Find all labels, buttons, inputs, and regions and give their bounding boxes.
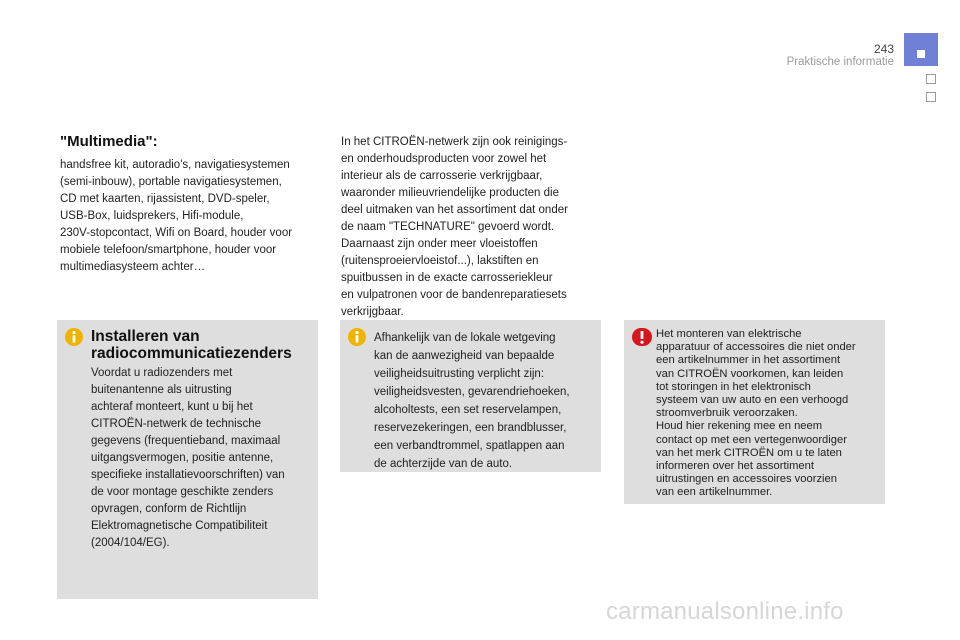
text-line: van het merk CITROËN om u te laten — [656, 446, 842, 459]
text-line: In het CITROËN-netwerk zijn ook reinigings- — [341, 136, 568, 148]
page-number: 243 — [873, 42, 894, 56]
text-line: specifieke installatievoorschriften) van — [91, 469, 285, 481]
text-line: Voordat u radiozenders met — [91, 367, 233, 379]
text-line: (2004/104/EG). — [91, 537, 170, 549]
legal-info-box — [340, 320, 601, 472]
text-line: spuitbussen in de exacte carrosseriekleur — [341, 272, 553, 284]
text-line: de voor montage geschikte zenders — [91, 486, 274, 498]
install-box-title — [91, 329, 313, 362]
text-line: van een artikelnummer. — [656, 486, 773, 499]
text-line: apparatuur of accessoires die niet onder — [656, 341, 856, 354]
text-line: de naam "TECHNATURE" gevoerd wordt. — [341, 221, 555, 233]
legal-box-text — [374, 329, 596, 473]
text-line: contact op met een vertegenwoordiger — [656, 433, 847, 446]
text-line: kan de aanwezigheid van bepaalde — [374, 350, 555, 362]
text-line: een artikelnummer in het assortiment — [656, 354, 841, 367]
chapter-tab[interactable] — [926, 74, 936, 84]
tab-marker-icon — [917, 50, 925, 58]
network-products-paragraph — [341, 134, 596, 321]
text-line: uitrustingen en accessoires voorzien — [656, 473, 837, 486]
text-line: en onderhoudsproducten voor zowel het — [341, 153, 547, 165]
section-title: Praktische informatie — [786, 56, 894, 68]
text-line: waaronder milieuvriendelijke producten die — [341, 187, 559, 199]
text-line: Het monteren van elektrische — [656, 328, 802, 340]
text-line: multimediasysteem achter… — [60, 261, 206, 273]
text-line: reservezekeringen, een brandblusser, — [374, 422, 567, 434]
text-line: veiligheidsuitrusting verplicht zijn: — [374, 368, 545, 380]
install-info-box — [57, 320, 318, 599]
chapter-tab[interactable] — [926, 92, 936, 102]
text-line: stroomverbruik veroorzaken. — [656, 407, 798, 420]
text-line: tot storingen in het elektronisch — [656, 380, 811, 393]
watermark: carmanualsonline.info — [606, 598, 844, 625]
warning-box — [624, 320, 885, 504]
text-line: Elektromagnetische Compatibiliteit — [91, 520, 268, 532]
text-line: deel uitmaken van het assortiment dat onder — [341, 204, 568, 216]
text-line: een verbandtrommel, spatlappen aan — [374, 440, 565, 452]
text-line: Afhankelijk van de lokale wetgeving — [374, 332, 556, 344]
text-line: systeem van uw auto en een verhoogd — [656, 394, 849, 407]
title-line: Installeren van — [91, 328, 200, 345]
title-line: radiocommunicatiezenders — [91, 344, 292, 362]
text-line: Daarnaast zijn onder meer vloeistoffen — [341, 238, 538, 250]
text-line: Houd hier rekening mee en neem — [656, 420, 823, 433]
text-line: CITROËN-netwerk de technische — [91, 418, 262, 430]
install-box-text — [91, 365, 313, 552]
text-line: en vulpatronen voor de bandenreparatiesets — [341, 289, 567, 301]
text-line: de achterzijde van de auto. — [374, 458, 513, 470]
chapter-tab-active[interactable] — [904, 33, 938, 66]
text-line: van CITROËN voorkomen, kan leiden — [656, 367, 844, 380]
text-line: mobiele telefoon/smartphone, houder voor — [60, 244, 277, 256]
text-line: 230V-stopcontact, Wifi on Board, houder voor — [60, 227, 293, 239]
multimedia-heading: "Multimedia": — [60, 133, 158, 150]
text-line: (ruitensproeiervloeistof...), lakstiften en — [341, 255, 539, 267]
text-line: achteraf monteert, kunt u bij het — [91, 401, 253, 413]
info-icon — [348, 328, 366, 346]
text-line: alcoholtests, een set reservelampen, — [374, 404, 562, 416]
info-icon — [65, 328, 83, 346]
warning-icon — [632, 328, 652, 346]
text-line: opvragen, conform de Richtlijn — [91, 503, 247, 515]
text-line: interieur als de carrosserie verkrijgbaar, — [341, 170, 543, 182]
text-line: informeren over het assortiment — [656, 460, 814, 473]
text-line: gegevens (frequentieband, maximaal — [91, 435, 281, 447]
text-line: veiligheidsvesten, gevarendriehoeken, — [374, 386, 570, 398]
text-line: handsfree kit, autoradio's, navigatiesystemen — [60, 159, 290, 171]
warning-box-text — [656, 328, 884, 500]
text-line: CD met kaarten, rijassistent, DVD-speler, — [60, 193, 270, 205]
multimedia-paragraph — [60, 157, 316, 276]
text-line: verkrijgbaar. — [341, 306, 404, 318]
text-line: uitgangsvermogen, positie antenne, — [91, 452, 274, 464]
text-line: buitenantenne als uitrusting — [91, 384, 232, 396]
text-line: (semi-inbouw), portable navigatiesystemen, — [60, 176, 282, 188]
text-line: USB-Box, luidsprekers, Hifi-module, — [60, 210, 244, 222]
